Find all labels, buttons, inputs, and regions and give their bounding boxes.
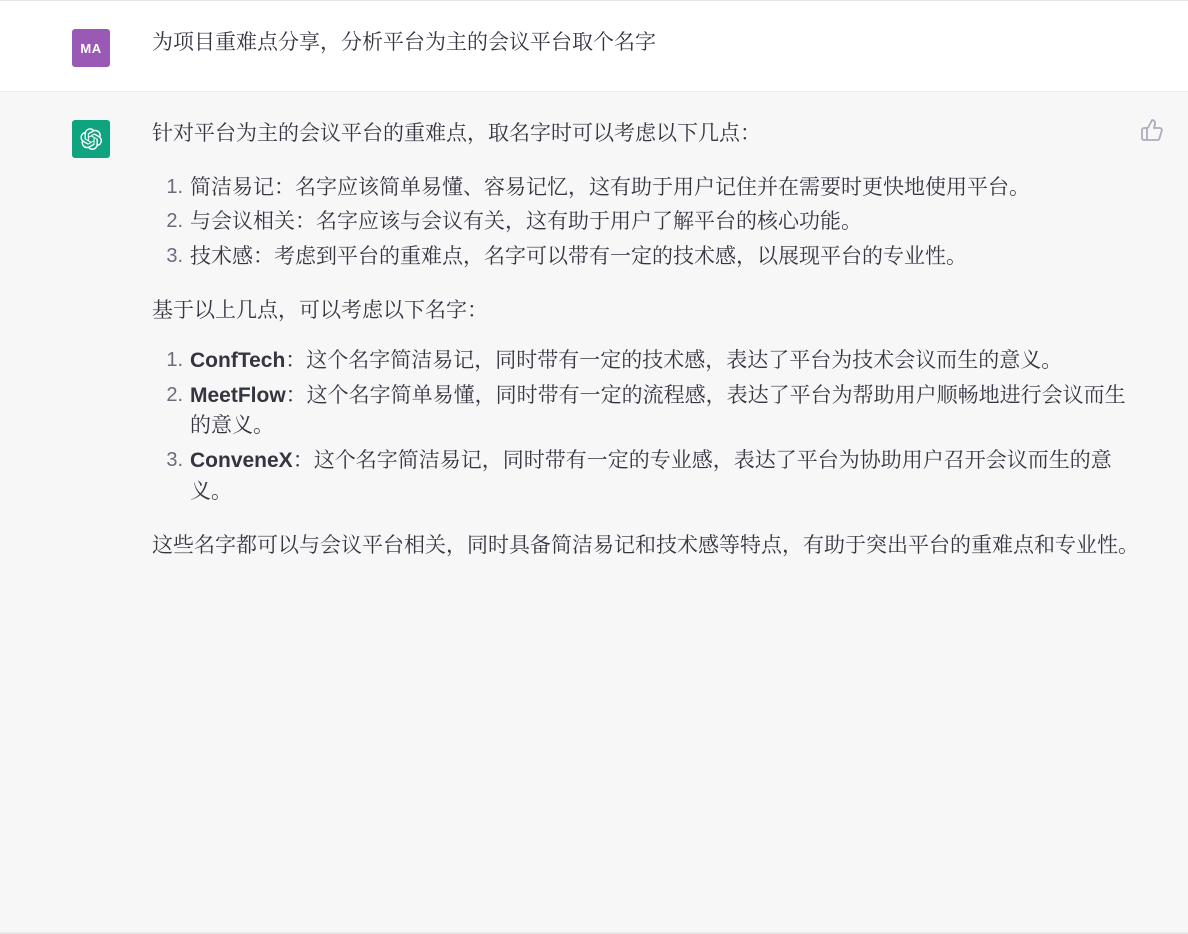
user-message-text: 为项目重难点分享，分析平台为主的会议平台取个名字 xyxy=(152,31,656,54)
user-message-turn xyxy=(0,1,1188,92)
avatar-initials: MA xyxy=(80,40,102,56)
assistant-message-turn xyxy=(0,92,1188,933)
thumbs-up-icon[interactable] xyxy=(1140,118,1164,142)
considerations-list xyxy=(152,173,1142,274)
openai-logo-icon xyxy=(79,127,103,151)
list-item xyxy=(188,381,1142,443)
suggestion-name: ConfTech xyxy=(190,348,286,372)
user-message-body xyxy=(152,27,1142,67)
assistant-conclusion: 这些名字都可以与会议平台相关，同时具备简洁易记和技术感等特点，有助于突出平台的重难点和专业性。 xyxy=(152,533,1139,557)
suggestion-name: MeetFlow xyxy=(190,383,286,407)
list-item: 与会议相关：名字应该与会议有关，这有助于用户了解平台的核心功能。 xyxy=(190,210,862,234)
list-item: 技术感：考虑到平台的重难点，名字可以带有一定的技术感，以展现平台的专业性。 xyxy=(190,245,967,269)
list-item xyxy=(188,346,1142,377)
avatar-user xyxy=(72,29,110,67)
suggestion-description: ：这个名字简单易懂，同时带有一定的流程感，表达了平台为帮助用户顺畅地进行会议而生的意义。 xyxy=(190,383,1126,438)
assistant-message-body xyxy=(152,118,1142,585)
suggestion-name: ConveneX xyxy=(190,449,293,473)
suggestion-description: ：这个名字简洁易记，同时带有一定的专业感，表达了平台为协助用户召开会议而生的意义。 xyxy=(190,449,1112,504)
assistant-intro: 针对平台为主的会议平台的重难点，取名字时可以考虑以下几点： xyxy=(152,122,761,145)
list-item: 简洁易记：名字应该简单易懂、容易记忆，这有助于用户记住并在需要时更快地使用平台。 xyxy=(190,175,1030,199)
suggestions-list xyxy=(152,346,1142,508)
avatar-assistant xyxy=(72,120,110,158)
assistant-transition: 基于以上几点，可以考虑以下名字： xyxy=(152,299,488,323)
suggestion-description: ：这个名字简洁易记，同时带有一定的技术感，表达了平台为技术会议而生的意义。 xyxy=(285,348,1063,372)
list-item xyxy=(188,446,1142,508)
